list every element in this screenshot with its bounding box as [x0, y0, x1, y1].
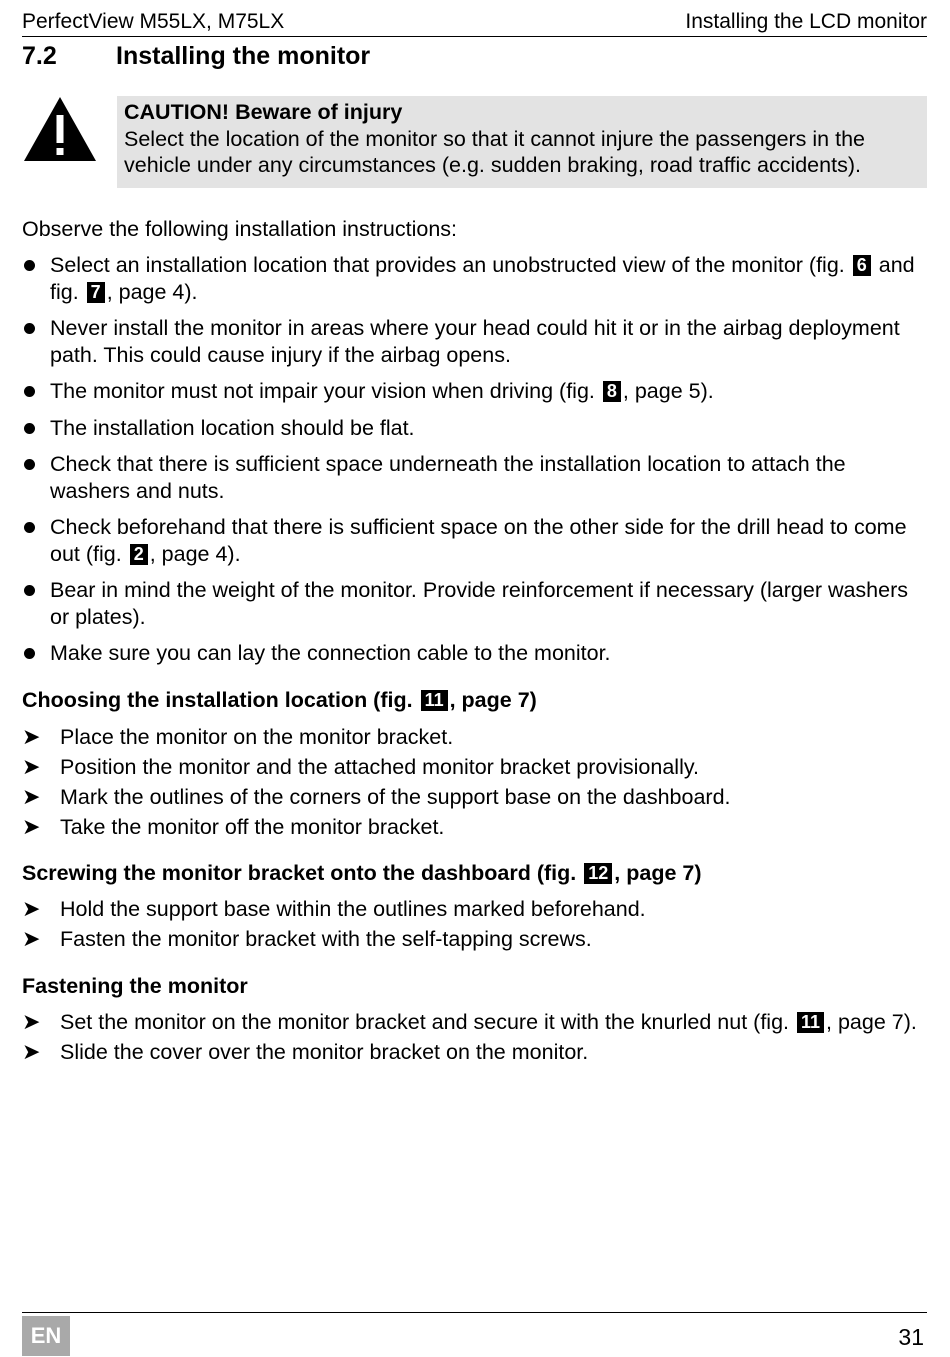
- list-item: The monitor must not impair your vision when driving (fig. 8 , page 5).: [22, 378, 927, 405]
- subheading-choosing-location: Choosing the installation location (fig. 11 , page 7): [22, 688, 537, 712]
- arrow-right-icon: ➤: [22, 896, 41, 921]
- page-number: 31: [898, 1324, 924, 1350]
- header-chapter-title: Installing the LCD monitor: [685, 10, 927, 33]
- bullet-icon: [24, 323, 35, 334]
- section-heading: [22, 40, 370, 72]
- header-product-name: PerfectView M55LX, M75LX: [22, 10, 285, 33]
- step-item: ➤ Slide the cover over the monitor bracket on the monitor.: [22, 1039, 589, 1064]
- subheading-fastening: Fastening the monitor: [22, 974, 248, 998]
- bullet-icon: [24, 260, 35, 271]
- bullet-icon: [24, 522, 35, 533]
- screwing-steps: [22, 896, 927, 956]
- figure-reference: 11: [797, 1012, 824, 1033]
- intro-text: Observe the following installation instructions:: [22, 217, 457, 241]
- caution-title: CAUTION! Beware of injury: [124, 100, 403, 124]
- manual-page: [22, 0, 927, 1357]
- figure-reference: 7: [87, 282, 105, 303]
- section-number: 7.2: [22, 42, 57, 70]
- figure-reference: 11: [421, 690, 448, 711]
- step-item: ➤ Set the monitor on the monitor bracket and secure it with the knurled nut (fig. 11 , page 7).: [22, 1009, 917, 1034]
- bullet-icon: [24, 585, 35, 596]
- language-badge: EN: [22, 1316, 70, 1356]
- caution-box: [117, 96, 927, 188]
- step-item: ➤ Fasten the monitor bracket with the self-tapping screws.: [22, 926, 592, 951]
- list-item: Check that there is sufficient space underneath the installation location to attach the washers and nuts.: [22, 451, 927, 504]
- arrow-right-icon: ➤: [22, 1009, 41, 1034]
- list-item: Never install the monitor in areas where your head could hit it or in the airbag deployment path. This could cause injury if the airbag opens.: [22, 315, 927, 368]
- bullet-icon: [24, 648, 35, 659]
- bullet-icon: [24, 386, 35, 397]
- warning-triangle-icon: [22, 95, 98, 163]
- figure-reference: 8: [603, 381, 621, 402]
- footer-divider: [22, 1312, 927, 1313]
- step-item: ➤ Take the monitor off the monitor bracket.: [22, 814, 445, 839]
- step-item: ➤ Position the monitor and the attached monitor bracket provisionally.: [22, 754, 699, 779]
- arrow-right-icon: ➤: [22, 926, 41, 951]
- list-item: Bear in mind the weight of the monitor. Provide reinforcement if necessary (larger washers or plates).: [22, 577, 927, 630]
- step-item: ➤ Place the monitor on the monitor bracket.: [22, 724, 454, 749]
- list-item: Make sure you can lay the connection cable to the monitor.: [22, 640, 927, 667]
- running-header: [22, 4, 927, 37]
- choosing-steps: [22, 724, 927, 844]
- caution-text: Select the location of the monitor so that it cannot injure the passengers in the vehicle under any circumstances (e.g. sudden braking, road traffic accidents).: [124, 126, 866, 177]
- list-item: The installation location should be flat.: [22, 415, 927, 442]
- step-item: ➤ Mark the outlines of the corners of the support base on the dashboard.: [22, 784, 731, 809]
- step-item: ➤ Hold the support base within the outlines marked beforehand.: [22, 896, 646, 921]
- bullet-icon: [24, 459, 35, 470]
- figure-reference: 2: [130, 544, 148, 565]
- arrow-right-icon: ➤: [22, 814, 41, 839]
- instruction-list: [22, 252, 927, 677]
- figure-reference: 12: [584, 863, 612, 884]
- list-item: Select an installation location that provides an unobstructed view of the monitor (fig. 6 and fig. 7 , page 4).: [22, 252, 927, 305]
- arrow-right-icon: ➤: [22, 1039, 41, 1064]
- subheading-screwing-bracket: Screwing the monitor bracket onto the dashboard (fig. 12 , page 7): [22, 861, 702, 885]
- fastening-steps: [22, 1009, 927, 1069]
- arrow-right-icon: ➤: [22, 754, 41, 779]
- section-title: Installing the monitor: [116, 42, 371, 70]
- list-item: Check beforehand that there is sufficient space on the other side for the drill head to come out (fig. 2 , page 4).: [22, 514, 927, 567]
- arrow-right-icon: ➤: [22, 784, 41, 809]
- figure-reference: 6: [853, 255, 871, 276]
- arrow-right-icon: ➤: [22, 724, 41, 749]
- bullet-icon: [24, 423, 35, 434]
